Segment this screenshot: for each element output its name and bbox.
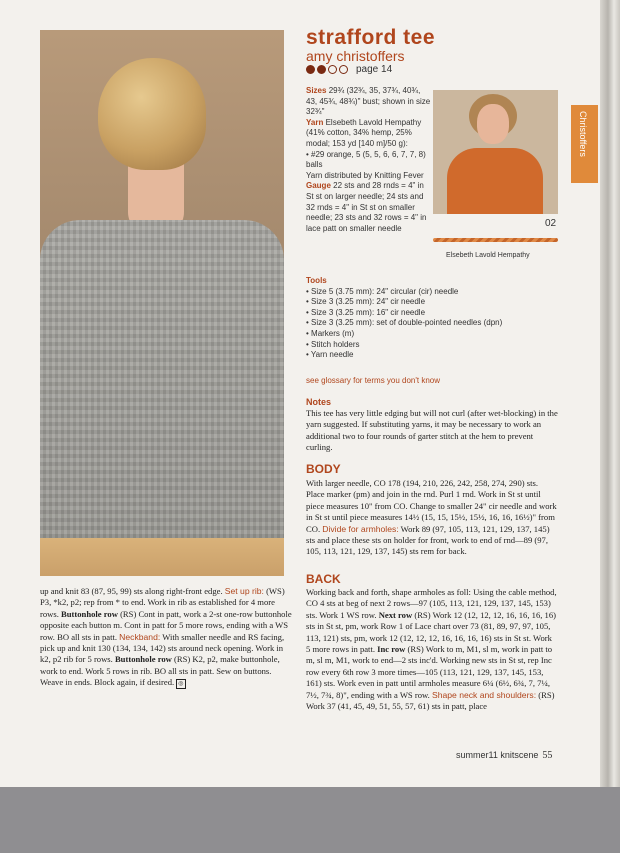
tool-item: • Size 5 (3.75 mm): 24" circular (cir) needle xyxy=(306,287,546,298)
page-reference: page 14 xyxy=(356,64,393,75)
body-instructions: With larger needle, CO 178 (194, 210, 226, 242, 258, 274, 290) sts. Place marker (pm) and join in the rnd. Purl 1 rnd. Work in St st until piece measures 10" from CO. Change to smaller 24" cir needle and work in St st until piece measures 14½ (15, 15, 15½, 15½, 16, 16, 16½)" from CO. Divide for armholes: Work 89 (97, 105, 113, 121, 129, 137, 145) sts and place these sts on holder for front, work to end of rnd—89 (97, 105, 113, 121, 129, 137, 145) sts rem for back. xyxy=(306,478,557,557)
difficulty-dot-empty-icon xyxy=(339,65,348,74)
front-band-instructions: up and knit 83 (87, 95, 99) sts along right-front edge. Set up rib: (WS) P3, *k2, p2; rep from * to end. Work in rib as established for 4 more rows. Buttonhole row (RS) Cont in patt, work a 2-st one-row buttonhole opposite each button m. Cont in patt for 5 more rows, ending with a WS row. BO all sts in patt. Neckband: With smaller needle and RS facing, pick up and knit 130 (134, 134, 142) sts around neck opening. Work in k2, p2 rib for 5 rows. Buttonhole row (RS) K2, p2, make buttonhole, work to end. Work 5 rows in rib. BO all sts in patt. Sew on buttons. Weave in ends. Block again, if desired. ◎ xyxy=(40,586,292,688)
body-heading: BODY xyxy=(306,462,341,476)
tool-item: • Size 3 (3.25 mm): 24" cir needle xyxy=(306,297,546,308)
issue-label: summer11 knitscene xyxy=(456,750,539,760)
yarn-spec: Yarn Elsebeth Lavold Hempathy (41% cotton, 34% hemp, 25% modal; 153 yd [140 m]/50 g): xyxy=(306,117,422,148)
designer-side-tab: Christoffers xyxy=(571,105,598,183)
designer-name: amy christoffers xyxy=(306,48,405,64)
model-skirt xyxy=(40,538,284,576)
yarn-caption: Elsebeth Lavold Hempathy xyxy=(446,252,530,259)
tool-item: • Yarn needle xyxy=(306,350,546,361)
yarn-strand-swatch xyxy=(433,238,558,242)
model-front-photo xyxy=(433,90,558,214)
tool-item: • Size 3 (3.25 mm): 16" cir needle xyxy=(306,308,546,319)
page-number: 55 xyxy=(542,750,553,761)
orange-tee xyxy=(447,148,543,214)
model-hair xyxy=(98,58,206,170)
back-heading: BACK xyxy=(306,572,341,586)
end-of-pattern-icon: ◎ xyxy=(178,681,184,688)
tool-item: • Size 3 (3.25 mm): set of double-pointed needles (dpn) xyxy=(306,318,546,329)
pattern-specs xyxy=(306,86,432,234)
tool-item: • Markers (m) xyxy=(306,329,546,340)
sizes-spec: Sizes 29¾ (32¾, 35, 37¾, 40¾, 43, 45¾, 48¾)" bust; shown in size 32¾" xyxy=(306,86,431,117)
sweater-back-photo xyxy=(40,30,284,576)
photo-number: 02 xyxy=(545,218,557,229)
page-spine-shadow xyxy=(600,0,620,787)
difficulty-rating xyxy=(306,64,392,75)
back-instructions: Working back and forth, shape armholes as foll: Using the cable method, CO 4 sts at beg of next 2 rows—97 (105, 113, 121, 129, 137, 145, 153) sts. Work 1 WS row. Next row (RS) Work 12 (12, 12, 12, 16, 16, 16, 16) sts in St st, pm, work Row 1 of Lace chart over 73 (81, 89, 97, 97, 105, 113, 121) sts, pm, work 12 (12, 12, 12, 16, 16, 16, 16) sts in St st. Work 5 more rows in patt. Inc row (RS) Work to m, M1, sl m, work in patt to m, sl m, M1, work to end—2 sts inc'd. Working new sts in St st, rep Inc row every 6th row 3 more times—105 (113, 121, 129, 137, 145, 153, 161) sts. Work even in patt until armholes measure 6¼ (6½, 6¾, 7, 7¼, 7½, 7¾, 8)", ending with a WS row. Shape neck and shoulders: (RS) Work 37 (41, 45, 49, 51, 55, 57, 61) sts in patt, place xyxy=(306,587,557,712)
lace-sweater xyxy=(40,220,284,550)
difficulty-dot-filled-icon xyxy=(317,65,326,74)
yarn-distributor: Yarn distributed by Knitting Fever xyxy=(306,170,424,180)
notes-text: This tee has very little edging but will not curl (after wet-blocking) in the yarn suggested. If substituting yarns, it may be necessary to work an additional two to four rounds of garter stitch at the hem to prevent curling. xyxy=(306,408,558,453)
tools-list xyxy=(306,276,546,361)
glossary-note: see glossary for terms you don't know xyxy=(306,376,441,385)
tool-item: • Stitch holders xyxy=(306,340,546,351)
gauge-spec: Gauge 22 sts and 28 rnds = 4" in St st on larger needle; 24 sts and 32 rnds = 4" in St st on smaller needle; 23 sts and 32 rows = 4" in lace patt on smaller needle xyxy=(306,181,427,233)
pattern-title: strafford tee xyxy=(306,26,436,49)
scan-background xyxy=(0,787,620,853)
page-footer xyxy=(456,750,552,761)
tools-heading: Tools xyxy=(306,276,327,285)
yarn-color: • #29 orange, 5 (5, 5, 6, 6, 7, 7, 8) balls xyxy=(306,149,426,170)
notes-heading: Notes xyxy=(306,397,332,407)
difficulty-dot-empty-icon xyxy=(328,65,337,74)
model-face xyxy=(477,104,509,144)
difficulty-dot-filled-icon xyxy=(306,65,315,74)
